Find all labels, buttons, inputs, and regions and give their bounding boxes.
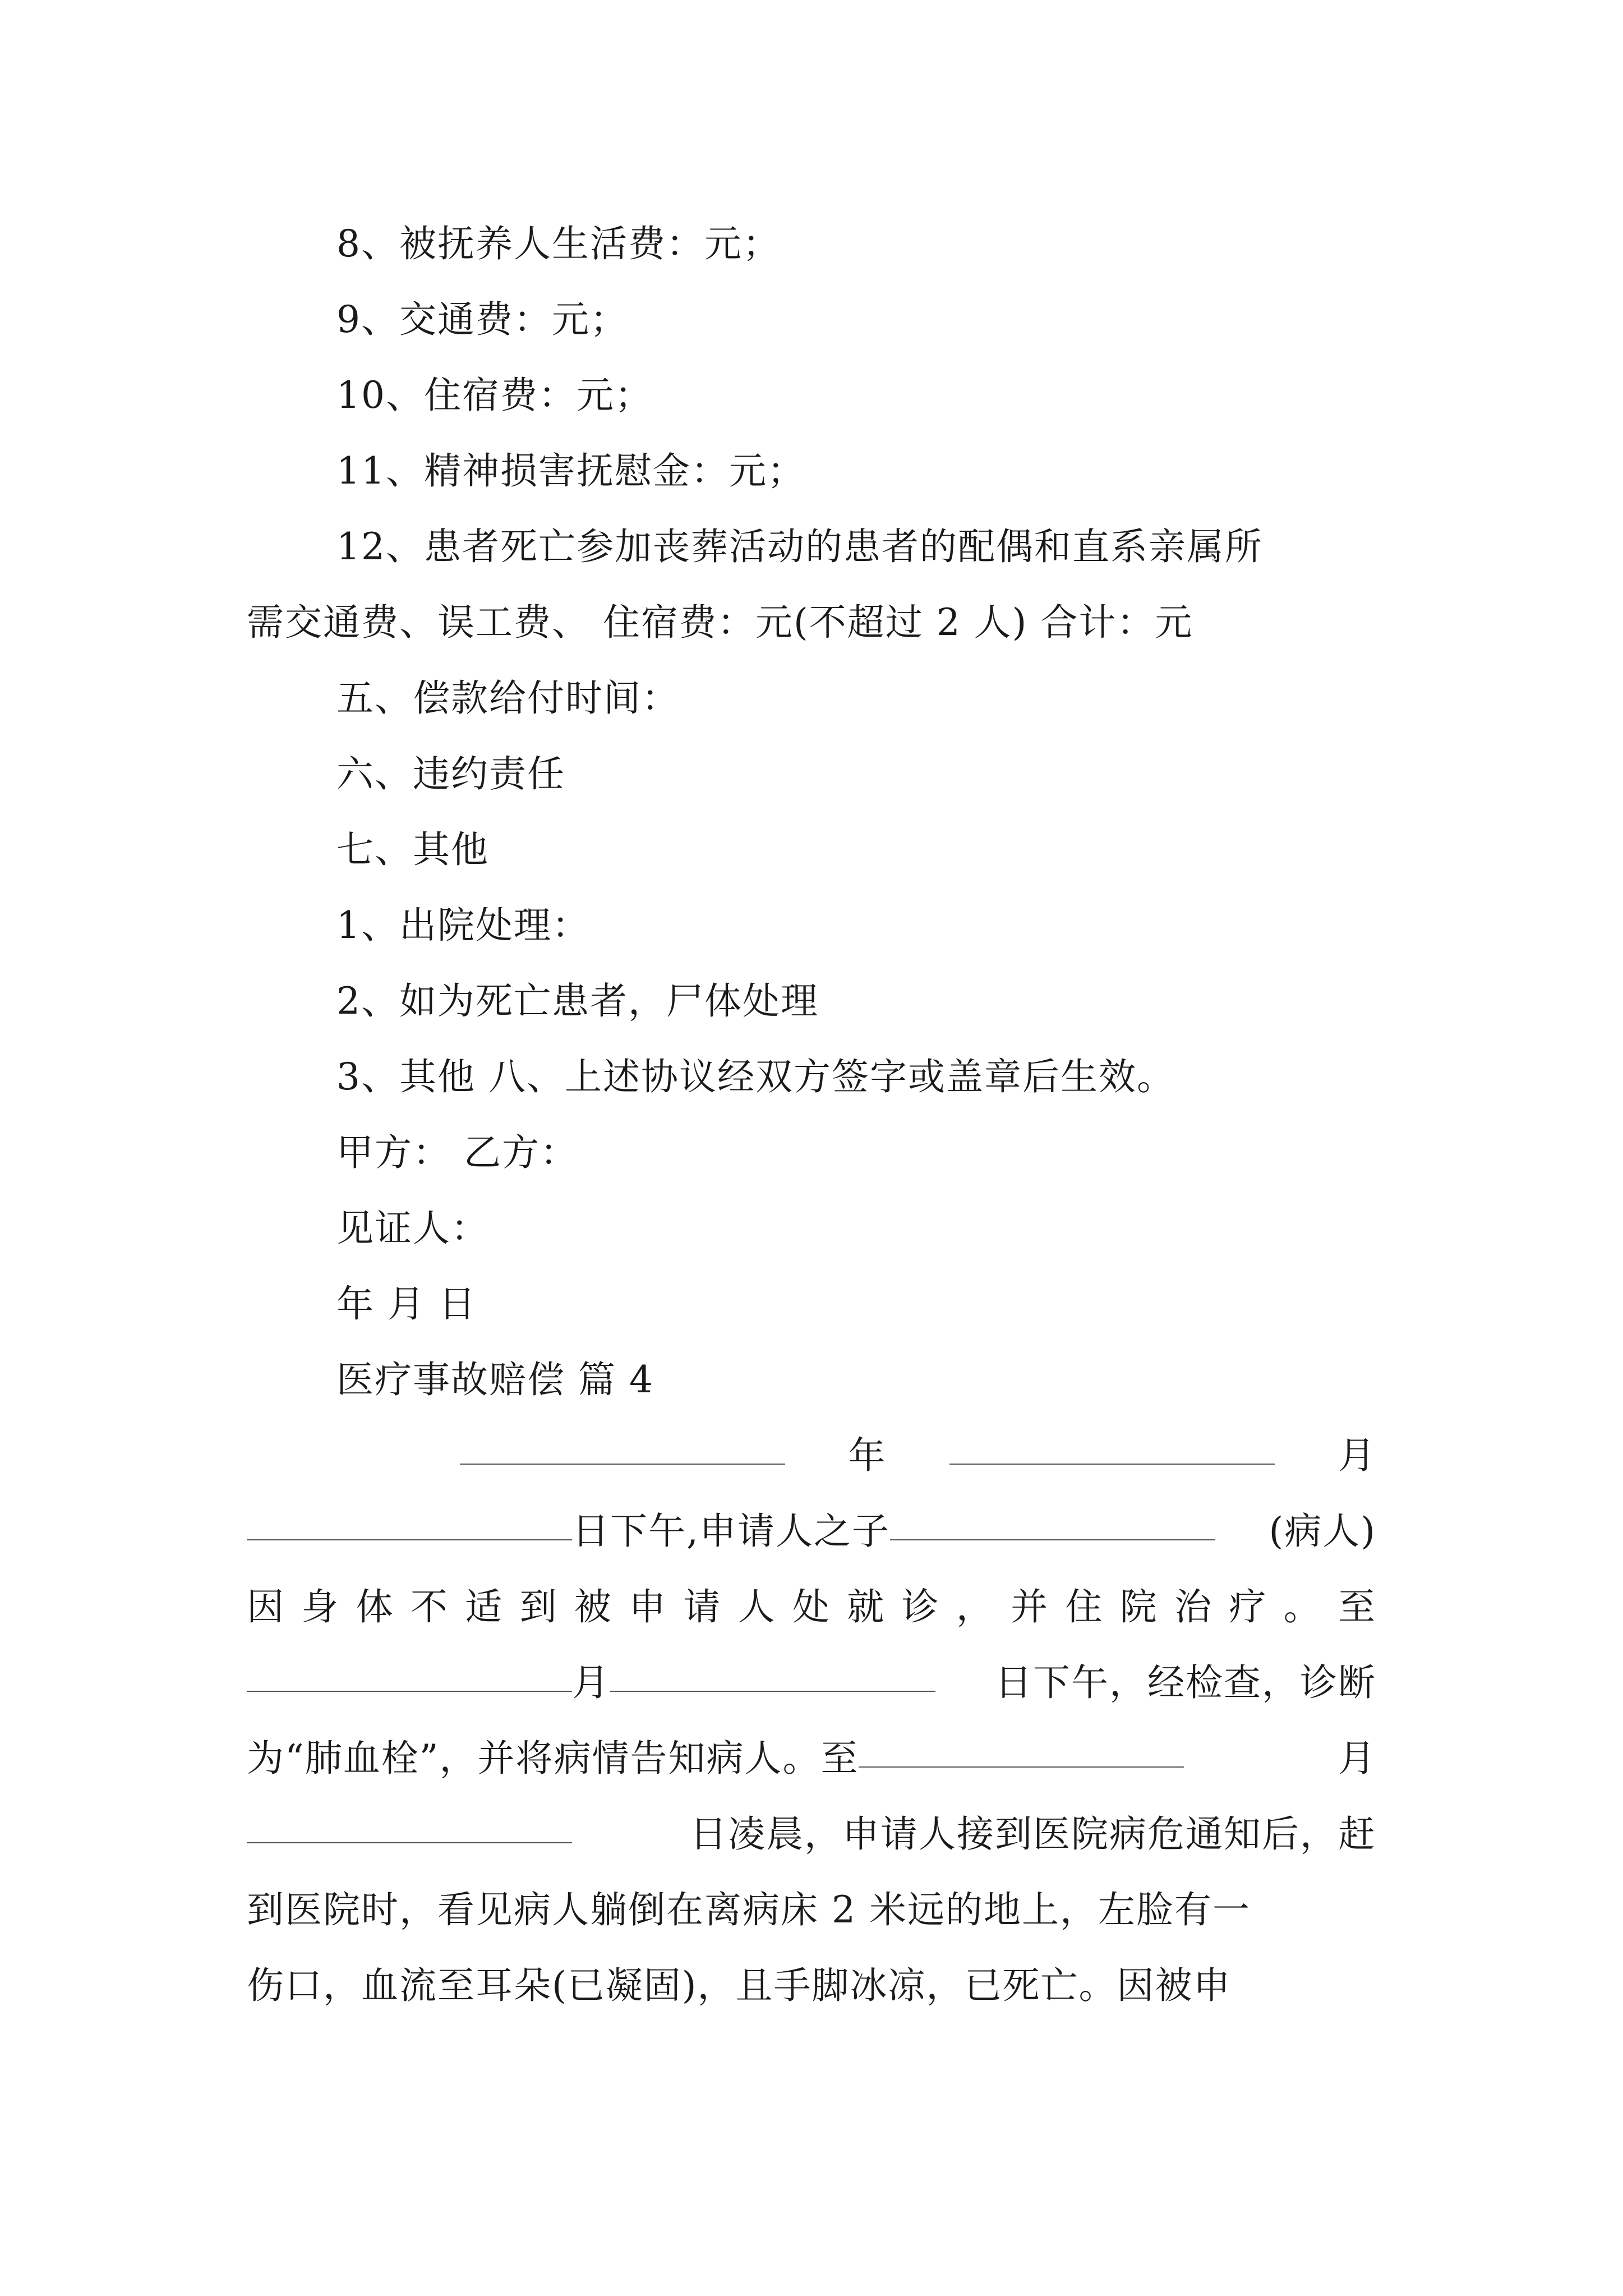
char: 人 xyxy=(737,1585,776,1628)
text-line-effective-clause: 3、其他 八、上述协议经双方签字或盖章后生效。 xyxy=(336,1055,1175,1098)
char: 至 xyxy=(1338,1585,1376,1628)
text-afternoon-diagnosis: 日下午，经检查，诊断 xyxy=(995,1661,1376,1704)
signature-parties: 甲方： 乙方： xyxy=(336,1131,578,1174)
char: 请 xyxy=(683,1585,722,1628)
char: 就 xyxy=(847,1585,886,1628)
para-row-pulmonary xyxy=(247,1728,1376,1789)
para-row-notice xyxy=(247,1803,1376,1865)
text-pulmonary-embolism: 为“肺血栓”，并将病情告知病人。至 xyxy=(247,1737,859,1780)
char: 院 xyxy=(1119,1585,1158,1628)
blank-field-day[interactable] xyxy=(247,1506,572,1540)
char: 诊 xyxy=(901,1585,940,1628)
char: 适 xyxy=(465,1585,504,1628)
blank-field-month-2[interactable] xyxy=(247,1657,572,1692)
char: 处 xyxy=(792,1585,831,1628)
char: 治 xyxy=(1174,1585,1213,1628)
label-month: 月 xyxy=(1338,1434,1377,1477)
char: 到 xyxy=(519,1585,558,1628)
para-row-admission xyxy=(247,1576,1376,1638)
text-line-body-handling: 2、如为死亡患者，尸体处理 xyxy=(336,979,819,1023)
signature-witness: 见证人： xyxy=(336,1207,489,1250)
text-line-fee-11: 11、精神损害抚慰金：元； xyxy=(336,449,805,493)
label-year: 年 xyxy=(848,1434,887,1477)
text-line-fee-12: 12、患者死亡参加丧葬活动的患者的配偶和直系亲属所 xyxy=(336,525,1263,568)
char: 因 xyxy=(247,1585,285,1628)
text-afternoon-applicant-son: 日下午,申请人之子 xyxy=(572,1510,890,1553)
label-month-2: 月 xyxy=(572,1661,610,1704)
para-row-wound: 伤口，血流至耳朵(已凝固)，且手脚冰凉，已死亡。因被申 xyxy=(247,1964,1232,2007)
char: 。 xyxy=(1283,1585,1322,1628)
section-other: 七、其他 xyxy=(336,828,489,871)
para-row-date-start xyxy=(247,1425,1376,1487)
char: 不 xyxy=(410,1585,449,1628)
text-critical-notice: 日凌晨，申请人接到医院病危通知后，赶 xyxy=(690,1812,1376,1856)
section-breach-liability: 六、违约责任 xyxy=(336,752,565,795)
text-patient-tag: (病人) xyxy=(1269,1510,1376,1553)
text-line-fee-10: 10、住宿费：元； xyxy=(336,374,653,417)
blank-field-patient-name[interactable] xyxy=(890,1506,1215,1540)
char: ， xyxy=(956,1585,994,1628)
text-line-fee-8: 8、被抚养人生活费：元； xyxy=(336,222,781,265)
para-row-patient xyxy=(247,1501,1376,1562)
text-line-discharge: 1、出院处理： xyxy=(336,904,590,947)
para-row-diagnosis xyxy=(247,1652,1376,1714)
section-payment-time: 五、偿款给付时间： xyxy=(336,677,680,720)
section-title-article-4: 医疗事故赔偿 篇 4 xyxy=(336,1358,654,1401)
char: 体 xyxy=(356,1585,394,1628)
char: 疗 xyxy=(1229,1585,1267,1628)
char: 身 xyxy=(301,1585,340,1628)
blank-field-day-3[interactable] xyxy=(247,1809,572,1843)
signature-date: 年 月 日 xyxy=(336,1282,477,1326)
blank-field-day-2[interactable] xyxy=(610,1657,935,1692)
char: 住 xyxy=(1065,1585,1104,1628)
blank-field-month[interactable] xyxy=(949,1430,1275,1465)
text-line-fee-12-cont: 需交通费、误工费、 住宿费：元(不超过 2 人) 合计：元 xyxy=(247,601,1193,644)
para-row-found: 到医院时，看见病人躺倒在离病床 2 米远的地上，左脸有一 xyxy=(247,1888,1251,1931)
char: 被 xyxy=(574,1585,612,1628)
label-month-3: 月 xyxy=(1338,1737,1376,1780)
char: 并 xyxy=(1011,1585,1049,1628)
blank-field-year[interactable] xyxy=(460,1430,785,1465)
char: 申 xyxy=(629,1585,667,1628)
blank-field-month-3[interactable] xyxy=(859,1733,1184,1768)
text-line-fee-9: 9、交通费：元； xyxy=(336,298,628,341)
